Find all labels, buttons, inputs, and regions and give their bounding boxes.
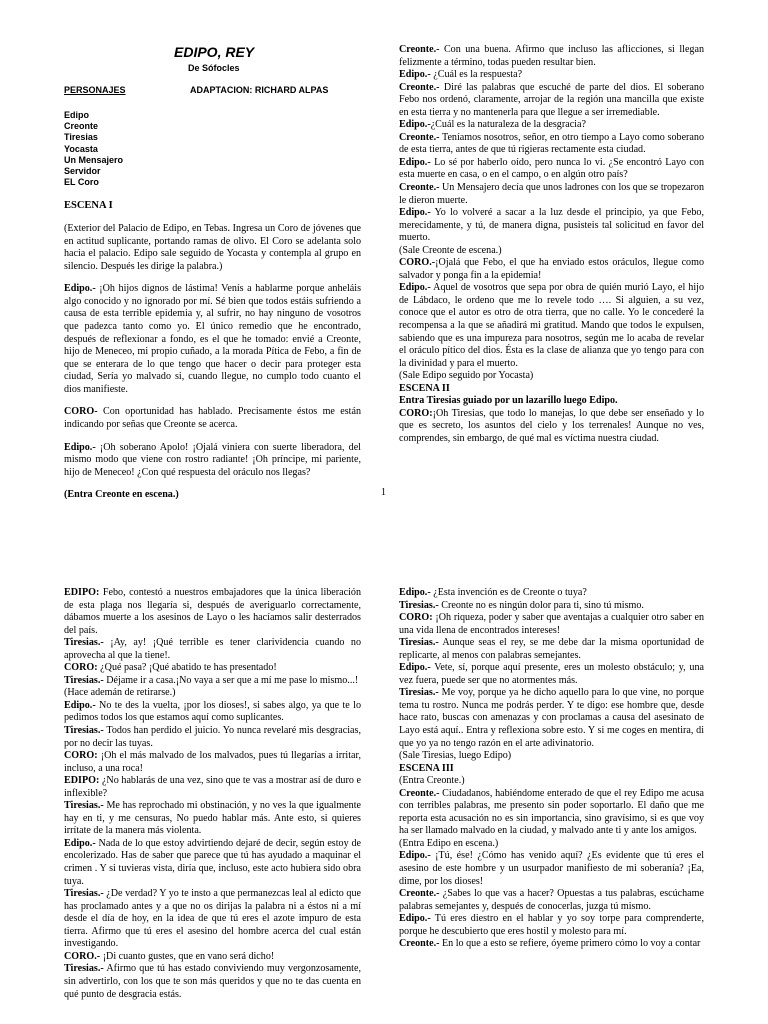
dialogue-line: Edipo.-¿Cuál es la naturaleza de la desgracia?	[399, 119, 586, 131]
dialogue-line: CORO: ¿Qué pasa? ¡Qué abatido te has presentado!	[64, 662, 277, 674]
dialogue-line: Creonte.- Teníamos nosotros, señor, en otro tiempo a Layo como soberano de esta tierra, antes de que tú rigieras rectamente esta ciudad.	[399, 131, 704, 156]
scene-heading: ESCENA I	[64, 200, 113, 211]
page1-right-column	[399, 44, 704, 446]
dialogue-line: Tiresias.- ¿De verdad? Y yo te insto a que permanezcas leal al edicto que has proclamado antes y a que no os dirijas la palabra ni a éstos ni a mí desde el día de hoy, en la idea de que tú eres el azote impuro de esta tierra. Afirmo que tú eres el asesino del hombre acerca del cual están investigando.	[64, 888, 361, 950]
stage-direction: (Sale Edipo seguido por Yocasta)	[399, 370, 534, 382]
cast-member: Servidor	[64, 166, 101, 177]
page2-left-column	[64, 587, 361, 1001]
stage-direction: (Exterior del Palacio de Edipo, en Tebas. Ingresa un Coro de jóvenes que en actitud suplicante, portando ramas de olivo. El Coro se adelanta solo hacia el palacio. Edipo sale seguido de Yocasta y contempla al grupo en silencio. Después les dirige la palabra.)	[64, 223, 361, 272]
dialogue-line: Tiresias.- Afirmo que tú has estado conviviendo muy vergonzosamente, sin advertirlo, con los que te son más queridos y que no te das cuenta en qué punto de desgracia estás.	[64, 963, 361, 1000]
stage-direction: Entra Tiresias guiado por un lazarillo luego Edipo.	[399, 395, 618, 407]
dialogue-line: CORO:¡Oh Tiresias, que todo lo manejas, lo que debe ser enseñado y lo que es secreto, los asuntos del cielo y los terrenales! Aunque no ves, comprendes, sin embargo, de qué mal es víctima nuestra ciudad.	[399, 407, 704, 444]
dialogue-line: Tiresias.- ¡Ay, ay! ¡Qué terrible es tener clarividencia cuando no aprovecha al que la tiene!.	[64, 637, 361, 661]
page1-left-column	[64, 213, 361, 512]
stage-direction: (Sale Tiresias, luego Edipo)	[399, 750, 512, 762]
stage-direction: (Sale Creonte de escena.)	[399, 244, 502, 256]
dialogue-line: CORO.-¡Ojalá que Febo, el que ha enviado estos oráculos, llegue como salvador y ponga fin a la epidemia!	[399, 257, 704, 281]
dialogue-line: Edipo.- Vete, sí, porque aquí presente, eres un molesto obstáculo; y, una vez fuera, puede ser que no atormentes más.	[399, 662, 704, 686]
cast-member: Edipo	[64, 110, 89, 120]
scene-heading: ESCENA II	[399, 382, 450, 394]
stage-direction: (Entra Edipo en escena.)	[399, 837, 499, 849]
stage-direction: (Entra Creonte en escena.)	[64, 489, 179, 501]
dialogue-line: Creonte.- Con una buena. Afirmo que incluso las aflicciones, si llegan felizmente a término, todas pueden resultar bien.	[399, 44, 704, 68]
scene-heading: ESCENA III	[399, 762, 454, 774]
cast-member: Tiresias	[64, 132, 98, 143]
dialogue-line: Edipo.- ¿Esta invención es de Creonte o tuya?	[399, 587, 587, 598]
play-author: De Sófocles	[188, 63, 240, 73]
page2-right-column	[399, 587, 704, 951]
dialogue-line: Edipo.- ¡Tú, ése! ¿Cómo has venido aquí? ¿Es evidente que tú eres el asesino de este hombre y un usurpador manifiesto de mi soberanía? ¡Ea, dime, por los dioses!	[399, 850, 704, 887]
cast-list	[64, 110, 123, 188]
dialogue-line: Tiresias.- Todos han perdido el juicio. Yo nunca revelaré mis desgracias, por no decir las tuyas.	[64, 725, 361, 749]
cast-member: Un Mensajero	[64, 154, 124, 165]
dialogue-line: CORO: ¡Oh riqueza, poder y saber que aventajas a cualquier otro saber en una vida llena de encontrados intereses!	[399, 612, 704, 636]
play-title: EDIPO, REY	[174, 44, 255, 60]
dialogue-line: CORO.- ¡Di cuanto gustes, que en vano será dicho!	[64, 950, 275, 962]
dialogue-line: Edipo.- ¿Cuál es la respuesta?	[399, 69, 523, 81]
dialogue-line: Tiresias.- Me has reprochado mi obstinación, y no ves la que igualmente hay en ti, y me censuras, No puedo hablar más. Ante esto, si quieres irrítate de la manera más violenta.	[64, 800, 361, 837]
dialogue-line: Edipo.- No te des la vuelta, ¡por los dioses!, si sabes algo, ya que te lo pedimos todos los que estamos aquí como suplicantes.	[64, 699, 361, 724]
cast-member: Creonte	[64, 121, 99, 132]
page-2	[0, 520, 768, 1024]
dialogue-line: Edipo.- ¡Oh soberano Apolo! ¡Ojalá viniera con suerte liberadora, del mismo modo que viene con rostro radiante! ¡Oh príncipe, mi pariente, hijo de Meneceo! ¿Con qué respuesta del oráculo nos llegas?	[64, 441, 361, 478]
page-number: 1	[381, 487, 386, 498]
dialogue-line: Creonte.- Ciudadanos, habiéndome enterado de que el rey Edipo me acusa con terribles palabras, me presento sin poder soportarlo. El daño que me reporta esta acusación no es sin importancia, sino gravísimo, si es que voy ha ser llamado malvado en la ciudad, y malvado ante ti y ante los amigos.	[399, 787, 704, 837]
adaptation-credit: ADAPTACION: RICHARD ALPAS	[190, 85, 329, 95]
dialogue-line: Tiresias.- Me voy, porque ya he dicho aquello para lo que vine, no porque tema tu rostro. Nunca me podrás perder. Y te digo: ese hombre que, desde hace rato, buscas con amenazas y con proclamas a causa del asesinato de Layo está aquí.. Entra y reflexiona sobre esto. Y si me coges en mentira, di que yo ya no tengo razón en el arte adivinatorio.	[399, 687, 704, 749]
cast-member: Yocasta	[64, 143, 98, 154]
dialogue-line: Edipo.- Nada de lo que estoy advirtiendo dejaré de decir, según estoy de encolerizado. Has de saber que parece que tú has ayudado a maquinar el crimen . Y si tuvieras vista, diría que, incluso, este acto hubiera sido obra tuya.	[64, 837, 361, 887]
dialogue-line: CORO- Con oportunidad has hablado. Precisamente éstos me están indicando por señas que Creonte se acerca.	[64, 406, 361, 430]
dialogue-line: Tiresias.- Creonte no es ningún dolor para ti, sino tú mismo.	[399, 599, 644, 611]
personajes-heading: PERSONAJES	[64, 85, 126, 95]
dialogue-line: Edipo.- Lo sé por haberlo oído, pero nunca lo vi. ¿Se encontró Layo con esta muerte en casa, o en el campo, o en algún otro país?	[399, 156, 704, 181]
stage-direction: (Hace ademán de retirarse.)	[64, 687, 176, 699]
dialogue-line: Edipo.- ¡Oh hijos dignos de lástima! Venís a hablarme porque anheláis algo conocido y no ignorado por mí. Sé bien que todos estáis sufriendo a causa de esta terrible epidemia y, al sufrir, no hay ninguno de vosotros que padezca tanto como yo. El único remedio que he encontrado, después de reflexionar a fondo, es el que he tomado: envié a Creonte, hijo de Meneceo, mi propio cuñado, a la morada Pítica de Febo, a fin de que se enterara de lo que tengo que hacer o decir para proteger esta ciudad, Sería yo malvado si, cuando llegue, no cumplo todo cuanto el dios manifieste.	[64, 283, 361, 395]
dialogue-line: Edipo.- Yo lo volveré a sacar a la luz desde el principio, ya que Febo, merecidamente, y tú, de manera digna, pusisteis tal solicitud en favor del muerto.	[399, 207, 704, 244]
dialogue-line: EDIPO: ¿No hablarás de una vez, sino que te vas a mostrar así de duro e inflexible?	[64, 775, 361, 799]
dialogue-line: EDIPO: Febo, contestó a nuestros embajadores que la única liberación de esta plaga nos llegaría si, después de averiguarlo correctamente, dábamos muerte a los asesinos de Layo o les hacíamos salir desterrados del país.	[64, 587, 361, 636]
dialogue-line: Tiresias.- Aunque seas el rey, se me debe dar la misma oportunidad de replicarte, al menos con palabras semejantes.	[399, 637, 704, 661]
stage-direction: (Entra Creonte.)	[399, 775, 465, 787]
dialogue-line: Edipo.- Tú eres diestro en el hablar y yo soy torpe para comprenderte, porque he descubierto que eres hostil y molesto para mí.	[399, 913, 704, 937]
dialogue-line: Creonte.- ¿Sabes lo que vas a hacer? Opuestas a tus palabras, escúchame palabras semejantes y, después de conocerlas, juzga tú mismo.	[399, 888, 704, 912]
dialogue-line: Edipo.- Aquel de vosotros que sepa por obra de quién murió Layo, el hijo de Lábdaco, le ordeno que me lo revele todo …. Si alguien, a su vez, conoce que el autor es otro de otra tierra, que no calle. Yo le concederé la recompensa a la que se añadirá mi gratitud. Mando que todos le expulsen, sabiendo que es una impureza para nosotros, según me lo acaba de revelar el oráculo pítico del dios. Ésta es la clase de alianza que yo tengo para con la divinidad y para el muerto.	[399, 282, 704, 369]
dialogue-line: Creonte.- En lo que a esto se refiere, óyeme primero cómo lo voy a contar	[399, 938, 701, 950]
dialogue-line: Creonte.- Diré las palabras que escuché de parte del dios. El soberano Febo nos ordenó, claramente, arrojar de la región una mancilla que existe en esta tierra y no mantenerla para que llegue a ser irremediable.	[399, 81, 704, 118]
dialogue-line: CORO: ¡Oh el más malvado de los malvados, pues tú llegarías a irritar, incluso, a una roca!	[64, 750, 361, 774]
dialogue-line: Tiresias.- Déjame ir a casa.¡No vaya a ser que a mí me pase lo mismo...!	[64, 674, 359, 686]
dialogue-line: Creonte.- Un Mensajero decía que unos ladrones con los que se tropezaron le dieron muerte.	[399, 182, 704, 206]
cast-member: EL Coro	[64, 177, 99, 188]
